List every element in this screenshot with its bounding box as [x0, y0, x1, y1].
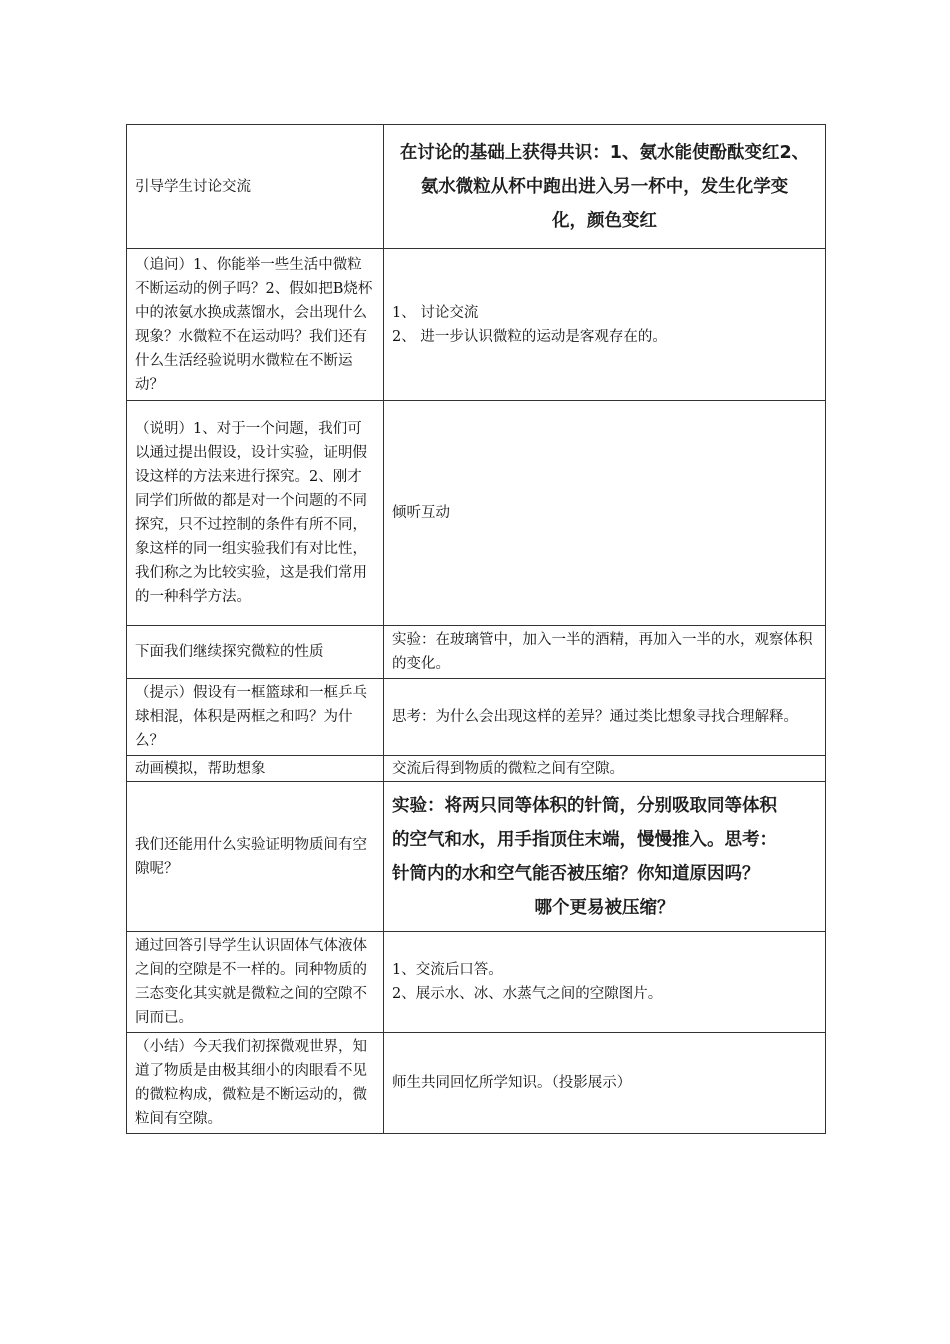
student-activity-cell — [384, 125, 826, 249]
teacher-activity-cell: （说明）1、对于一个问题，我们可以通过提出假设，设计实验，证明假设这样的方法来进行探究。2、刚才同学们所做的都是对一个问题的不同探究，只不过控制的条件有所不同，象这样的同一组实验我们有对比性，我们称之为比较实验，这是我们常用的一种科学方法。 — [127, 401, 384, 626]
list-item: 2、 进一步认识微粒的运动是客观存在的。 — [392, 328, 667, 345]
embedded-text-image — [392, 136, 817, 238]
student-activity-cell: 思考：为什么会出现这样的差异？通过类比想象寻找合理解释。 — [384, 679, 826, 756]
image-text-line: 氨水微粒从杯中跑出进入另一杯中，发生化学变 — [420, 176, 789, 197]
image-text-line: 化，颜色变红 — [552, 210, 657, 231]
teacher-activity-cell: 下面我们继续探究微粒的性质 — [127, 626, 384, 679]
list-item: 2、展示水、冰、水蒸气之间的空隙图片。 — [392, 986, 663, 1002]
list-item: 1、 讨论交流 — [392, 304, 479, 321]
image-text-line: 哪个更易被压缩？ — [534, 897, 675, 918]
image-text-line: 针筒内的水和空气能否被压缩？你知道原因吗？ — [392, 863, 760, 884]
teacher-activity-cell: 通过回答引导学生认识固体气体液体之间的空隙是不一样的。同种物质的三态变化其实就是微粒之间的空隙不同而已。 — [127, 932, 384, 1033]
table-row — [127, 626, 826, 679]
teacher-activity-cell: （提示）假设有一框篮球和一框乒乓球相混，体积是两框之和吗？为什么？ — [127, 679, 384, 756]
table-row — [127, 125, 826, 249]
table-row — [127, 1033, 826, 1134]
list-item: 1、交流后口答。 — [392, 962, 503, 978]
image-text-line: 实验：将两只同等体积的针筒，分别吸取同等体积 — [392, 795, 777, 816]
teacher-activity-cell: 动画模拟，帮助想象 — [127, 756, 384, 782]
student-activity-cell — [384, 249, 826, 401]
student-activity-cell — [384, 932, 826, 1033]
table-row — [127, 679, 826, 756]
student-activity-cell: 实验：在玻璃管中，加入一半的酒精，再加入一半的水，观察体积的变化。 — [384, 626, 826, 679]
embedded-text-image — [392, 789, 817, 925]
image-text-line: 的空气和水，用手指顶住末端，慢慢推入。思考： — [392, 829, 777, 850]
teacher-activity-cell: （追问）1、你能举一些生活中微粒不断运动的例子吗？2、假如把B烧杯中的浓氨水换成蒸馏水，会出现什么现象？水微粒不在运动吗？我们还有什么生活经验说明水微粒在不断运动？ — [127, 249, 384, 401]
table-row — [127, 782, 826, 932]
lesson-table — [126, 124, 826, 1134]
table-row — [127, 249, 826, 401]
student-activity-cell: 师生共同回忆所学知识。（投影展示） — [384, 1033, 826, 1134]
student-activity-cell: 交流后得到物质的微粒之间有空隙。 — [384, 756, 826, 782]
table-row — [127, 932, 826, 1033]
teacher-activity-cell: 我们还能用什么实验证明物质间有空隙呢？ — [127, 782, 384, 932]
table-row — [127, 401, 826, 626]
student-activity-cell: 倾听互动 — [384, 401, 826, 626]
table-row — [127, 756, 826, 782]
image-text-line: 在讨论的基础上获得共识：1、氨水能使酚酞变红2、 — [399, 142, 810, 163]
teacher-activity-cell: （小结）今天我们初探微观世界，知道了物质是由极其细小的肉眼看不见的微粒构成，微粒是不断运动的，微粒间有空隙。 — [127, 1033, 384, 1134]
teacher-activity-cell: 引导学生讨论交流 — [127, 125, 384, 249]
student-activity-cell — [384, 782, 826, 932]
